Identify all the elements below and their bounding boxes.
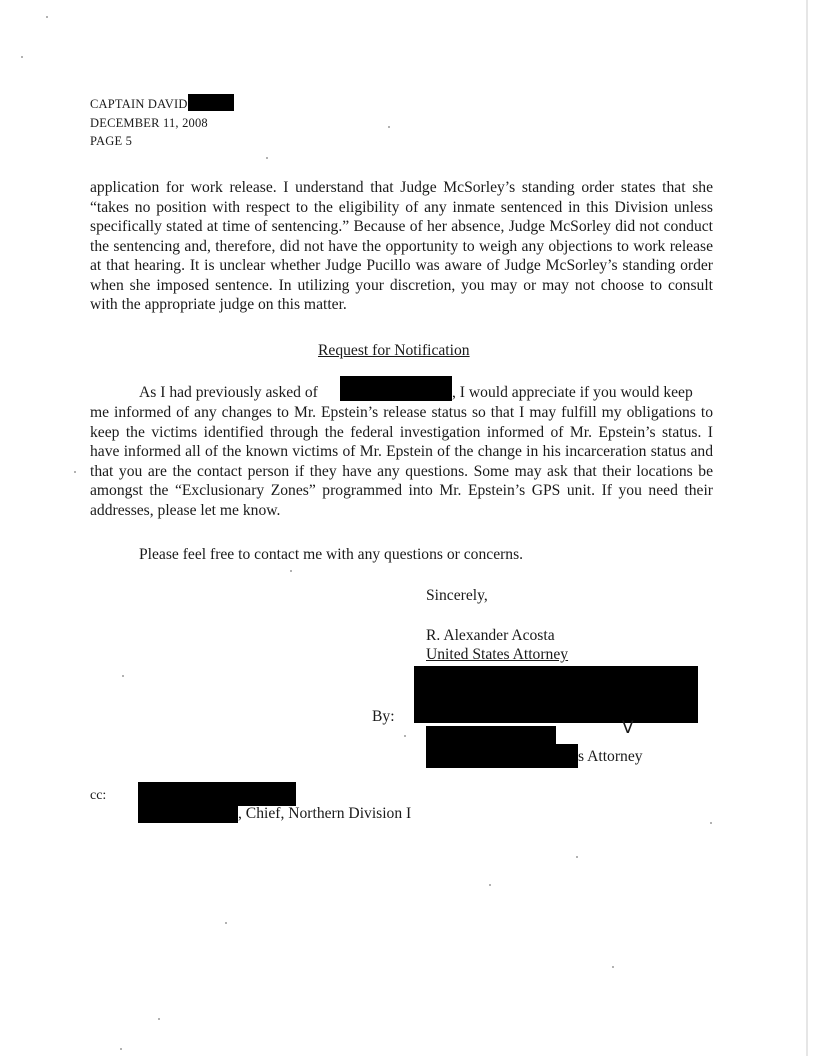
header-name-line: CAPTAIN DAVID [90, 97, 188, 111]
redaction-signature [414, 666, 698, 723]
scan-speck [122, 675, 124, 677]
scan-speck [46, 16, 48, 18]
header-page-line: PAGE 5 [90, 134, 133, 148]
scan-speck [74, 471, 76, 473]
redaction-cc-name-2 [138, 803, 238, 823]
cc-label: cc: [90, 788, 107, 803]
scan-speck [612, 966, 614, 968]
by-label: By: [372, 708, 395, 725]
scan-speck [120, 1048, 122, 1050]
para2-first-line-end: , I would appreciate if you would keep [452, 384, 693, 401]
scan-speck [266, 157, 268, 159]
scan-speck [710, 822, 712, 824]
section-heading: Request for Notification [318, 342, 470, 359]
header-date-line: DECEMBER 11, 2008 [90, 116, 208, 130]
scan-speck [388, 126, 390, 128]
body-paragraph-3: Please feel free to contact me with any questions or concerns. [139, 546, 524, 563]
redaction-header-name [188, 94, 234, 111]
scan-speck [21, 56, 23, 58]
body-paragraph-1: application for work release. I understand that Judge McSorley’s standing order states that she “takes no position with respect to the eligibility of any inmate sentenced in this Division unless specifically stated at time of sentencing.” Because of her absence, Judge McSorley did not conduct the sentencing and, therefore, did not have the opportunity to weigh any objections to work release at that hearing. It is unclear whether Judge Pucillo was aware of Judge McSorley’s standing order when she imposed sentence. In utilizing your discretion, you may or may not choose to consult with the appropriate judge on this matter. [90, 179, 713, 313]
scan-edge [806, 0, 808, 1056]
scan-speck [290, 570, 292, 572]
body-paragraph-2: me informed of any changes to Mr. Epstein’s release status so that I may fulfill my obligations to keep the victims identified through the federal investigation informed of Mr. Epstein’s status. I have informed all of the known victims of Mr. Epstein of the change in his incarceration status and that you are the contact person if they have any questions. Some may ask that their locations be amongst the “Exclusionary Zones” programmed into Mr. Epstein’s GPS unit. If you need their addresses, please let me know. [90, 404, 713, 519]
signature-stroke: ᐯ [622, 718, 634, 737]
redaction-para2-name [340, 376, 452, 401]
signer-name: R. Alexander Acosta [426, 627, 555, 644]
scan-speck [489, 884, 491, 886]
scan-speck [404, 735, 406, 737]
signer-title-fragment: s Attorney [578, 748, 643, 765]
scan-speck [225, 922, 227, 924]
scan-speck [158, 1018, 160, 1020]
closing: Sincerely, [426, 587, 488, 604]
para2-first-line-start: As I had previously asked of [139, 384, 318, 401]
redaction-signer-title [426, 744, 578, 768]
signer-office-title: United States Attorney [426, 646, 569, 663]
scan-speck [576, 856, 578, 858]
cc-recipient: , Chief, Northern Division I [238, 805, 412, 822]
